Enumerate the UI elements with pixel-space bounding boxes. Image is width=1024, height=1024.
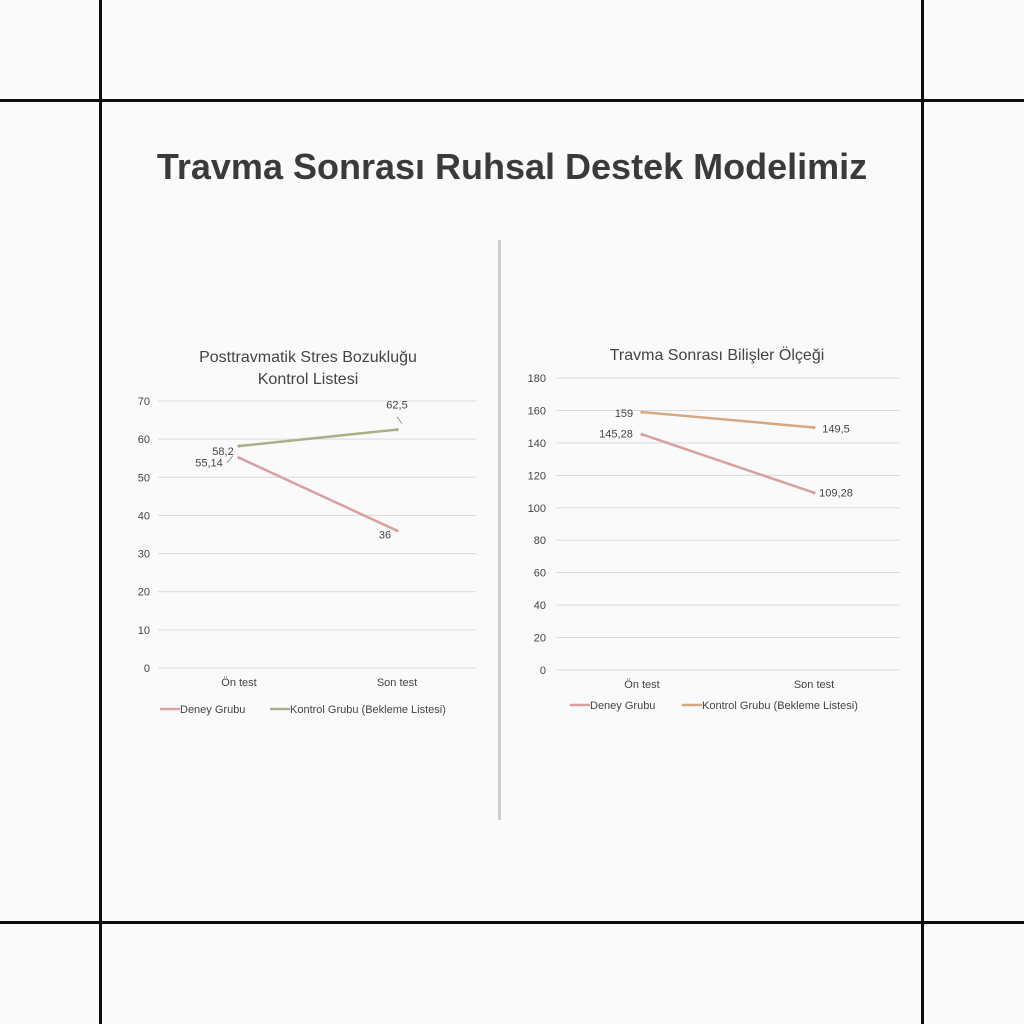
cognitions-y-tick-label-180: 180	[527, 373, 546, 385]
cognitions-y-tick-label-100: 100	[527, 502, 546, 515]
cognitions-series-1-data-label-1: 145,28	[599, 428, 633, 441]
ptsd-x-tick-label-2: Son test	[376, 677, 418, 689]
cognitions-series-2-point-2	[812, 426, 815, 429]
ptsd-chart-title-line-2: Kontrol Listesi	[257, 371, 359, 388]
ptsd-legend-label-1: Deney Grubu	[180, 704, 246, 716]
cognitions-legend-label-1: Deney Grubu	[590, 700, 656, 712]
cognitions-y-tick-label-0: 0	[539, 665, 546, 677]
ptsd-x-tick-label-1: Ön test	[221, 677, 257, 689]
ptsd-y-tick-label-50: 50	[137, 472, 150, 485]
ptsd-y-tick-label-30: 30	[137, 548, 150, 561]
cognitions-y-tick-label-20: 20	[533, 632, 546, 645]
cognitions-series-2-data-label-2: 149,5	[822, 423, 850, 436]
cognitions-x-tick-label-2: Son test	[793, 679, 835, 691]
ptsd-series-1-data-label-1: 55,14	[195, 457, 223, 470]
ptsd-y-tick-label-0: 0	[143, 663, 150, 675]
cognitions-series-1-point-1	[640, 433, 643, 436]
ptsd-series-1-data-label-2: 36	[378, 529, 392, 542]
cognitions-y-tick-label-140: 140	[527, 437, 546, 450]
ptsd-legend-label-2: Kontrol Grubu (Bekleme Listesi)	[290, 704, 446, 716]
ptsd-y-tick-label-10: 10	[137, 624, 150, 637]
ptsd-series-2-data-label-1: 58,2	[212, 446, 234, 459]
ptsd-y-tick-label-60: 60	[137, 434, 150, 447]
cognitions-series-1-point-2	[812, 491, 815, 494]
ptsd-y-tick-label-40: 40	[137, 510, 150, 523]
cognitions-chart-title-line-1: Travma Sonrası Bilişler Ölçeği	[609, 347, 825, 364]
cognitions-y-tick-label-120: 120	[527, 470, 546, 483]
cognitions-y-tick-label-60: 60	[533, 567, 546, 580]
cognitions-y-tick-label-80: 80	[533, 535, 546, 548]
page-title: Travma Sonrası Ruhsal Destek Modelimiz	[156, 146, 868, 187]
cognitions-series-2-point-1	[640, 410, 643, 413]
cognitions-y-tick-label-40: 40	[533, 600, 546, 613]
cognitions-series-1-data-label-2: 109,28	[819, 487, 853, 500]
ptsd-series-2-data-label-2: 62,5	[386, 399, 408, 412]
cognitions-series-2-data-label-1: 159	[614, 408, 634, 421]
ptsd-chart-title-line-1: Posttravmatik Stres Bozukluğu	[199, 349, 417, 366]
cognitions-series-line-2	[642, 412, 814, 427]
ptsd-y-tick-label-70: 70	[137, 396, 150, 408]
ptsd-y-tick-label-20: 20	[137, 586, 150, 599]
cognitions-legend-label-2: Kontrol Grubu (Bekleme Listesi)	[702, 700, 858, 712]
cognitions-x-tick-label-1: Ön test	[624, 679, 660, 691]
cognitions-y-tick-label-160: 160	[527, 405, 546, 418]
